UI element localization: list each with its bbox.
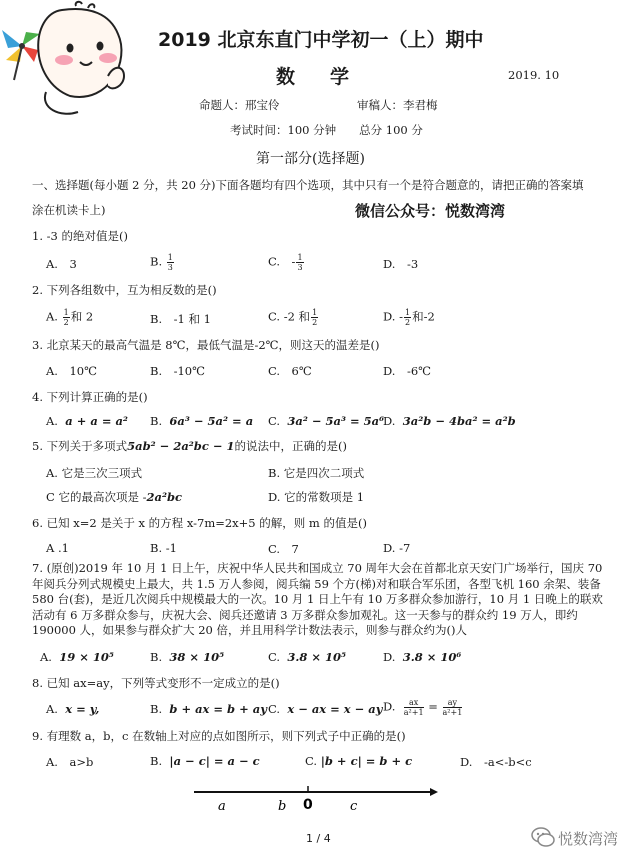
fraction: $\frac{1}{2}$ [63, 308, 69, 327]
wechat-watermark: 微信公众号：悦数湾湾 [355, 202, 506, 220]
exam-date: 2019. 10 [508, 68, 560, 82]
question-5-option-d: D. 它的常数项是 1 [268, 490, 365, 504]
instructions-line-2: 涂在机读卡上) [32, 203, 106, 217]
fraction: $\frac{ay}{\text{a²+1}}$ [442, 698, 463, 717]
axis-label-zero: 0 [303, 797, 313, 813]
question-8-stem: 8. 已知 ax=ay，下列等式变形不一定成立的是() [32, 676, 280, 690]
question-2-option-d: D. - $\frac{1}{2}$ 和-2 [383, 308, 435, 327]
page-number: 1 / 4 [306, 832, 331, 845]
question-1-option-d: D. -3 [383, 257, 419, 271]
question-9-option-b: B. |a − c| = a − c [150, 754, 260, 768]
question-6-option-a: A .1 [46, 541, 69, 555]
instructions-line-1: 一、选择题(每小题 2 分，共 20 分)下面各题均有四个选项，其中只有一个是符合题意的，请把正确的答案填 [32, 178, 584, 192]
fraction: $\frac{1}{3}$ [297, 253, 303, 272]
fraction: $\frac{1}{3}$ [167, 253, 173, 272]
question-7-option-a: A. 19 × 10⁵ [40, 650, 114, 664]
setter-label: 命题人：邢宝伶 [199, 98, 280, 112]
question-2-stem: 2. 下列各组数中，互为相反数的是() [32, 283, 217, 297]
arrow-right-icon [430, 788, 438, 796]
question-4-option-d: D. 3a²b − 4ba² = a²b [383, 414, 516, 428]
cartoon-mascot-logo [0, 0, 150, 120]
question-7-option-b: B. 38 × 10⁵ [150, 650, 225, 664]
axis-label-a: a [218, 799, 226, 814]
question-2-option-a: A. $\frac{1}{2}$ 和 2 [46, 308, 94, 327]
subject-title: 数 学 [276, 66, 358, 88]
question-1-option-b: B. $\frac{1}{3}$ [150, 253, 173, 272]
question-7-stem: 7. (原创)2019 年 10 月 1 日上午，庆祝中华人民共和国成立 70 周年大会在首都北京天安门广场举行，国庆 70 年阅兵分列式规模史上最大，共 1.5 万人参阅，阅兵编 59 个方(梯)对和联合军乐团，各型飞机 160 余架、装备 580 台(套)，是近几次阅兵中规模最大的一次。10 月 1 日上午有 10 万多群众参加游行，10 月 1 日晚上的联欢活动有 6 万多群众参与，庆祝大会、阅兵还邀请 3 万多群众参加观礼。这一天参与的群众约 19 万人，即约 190000 人，如果参与群众扩大 20 倍，并且用科学计数法表示，则参与群众约为()人 [32, 561, 603, 638]
question-2-option-c: C. -2 和 $\frac{1}{2}$ [268, 308, 318, 327]
question-1-option-a: A. 3 [46, 257, 77, 271]
question-9-option-a: A. a>b [46, 755, 94, 769]
question-3-option-d: D. -6℃ [383, 364, 432, 378]
question-6-stem: 6. 已知 x=2 是关于 x 的方程 x-7m=2x+5 的解，则 m 的值是() [32, 516, 367, 530]
axis-label-c: c [350, 799, 358, 814]
brand-name: 悦数湾湾 [558, 830, 619, 848]
question-8-option-a: A. x = y, [46, 702, 100, 716]
exam-title: 2019 北京东直门中学初一（上）期中 [158, 29, 484, 51]
reviewer-label: 审稿人：李君梅 [357, 98, 438, 112]
fraction: $\frac{1}{2}$ [312, 308, 318, 327]
question-9-option-c: C. |b + c| = b + c [305, 754, 413, 768]
question-5-option-c: C 它的最高次项是 -2a²bc [46, 490, 183, 504]
question-9-option-d: D. -a<-b<c [460, 755, 532, 769]
question-4-option-a: A. a + a = a² [46, 414, 128, 428]
question-8-option-d: D. $\frac{ax}{\text{a²+1}}$ = $\frac{ay}{\text{a²+1}}$ [383, 698, 463, 717]
question-5-stem: 5. 下列关于多项式5ab² − 2a²bc − 1的说法中，正确的是() [32, 439, 347, 453]
question-1-option-c: C. - $\frac{1}{3}$ [268, 253, 303, 272]
question-1-stem: 1. -3 的绝对值是() [32, 229, 128, 243]
question-3-option-c: C. 6℃ [268, 364, 312, 378]
number-line-figure [190, 778, 440, 818]
question-4-stem: 4. 下列计算正确的是() [32, 390, 148, 404]
fraction: $\frac{1}{2}$ [405, 308, 411, 327]
pinwheel-icon [2, 30, 40, 80]
section-title: 第一部分(选择题) [256, 151, 365, 167]
question-2-option-b: B. -1 和 1 [150, 312, 211, 326]
question-3-option-a: A. 10℃ [46, 364, 97, 378]
question-7-option-d: D. 3.8 × 10⁶ [383, 650, 462, 664]
question-3-stem: 3. 北京某天的最高气温是 8℃，最低气温是-2℃，则这天的温差是() [32, 338, 380, 352]
question-5-option-a: A. 它是三次三项式 [46, 466, 143, 480]
question-4-option-b: B. 6a³ − 5a² = a [150, 414, 254, 428]
question-6-option-c: C. 7 [268, 542, 299, 556]
question-5-option-b: B. 它是四次二项式 [268, 466, 365, 480]
axis-label-b: b [278, 799, 287, 814]
question-8-option-c: C. x − ax = x − ay [268, 702, 383, 716]
question-4-option-c: C. 3a² − 5a³ = 5a⁶ [268, 414, 385, 428]
question-6-option-b: B. -1 [150, 541, 177, 555]
question-6-option-d: D. -7 [383, 541, 411, 555]
exam-info: 考试时间：100 分钟 总分 100 分 [230, 123, 423, 137]
wechat-brand-icon [531, 826, 555, 848]
question-3-option-b: B. -10℃ [150, 364, 205, 378]
question-7-option-c: C. 3.8 × 10⁵ [268, 650, 347, 664]
fraction: $\frac{ax}{\text{a²+1}}$ [403, 698, 424, 717]
question-9-stem: 9. 有理数 a，b，c 在数轴上对应的点如图所示，则下列式子中正确的是() [32, 729, 406, 743]
question-8-option-b: B. b + ax = b + ay [150, 702, 267, 716]
